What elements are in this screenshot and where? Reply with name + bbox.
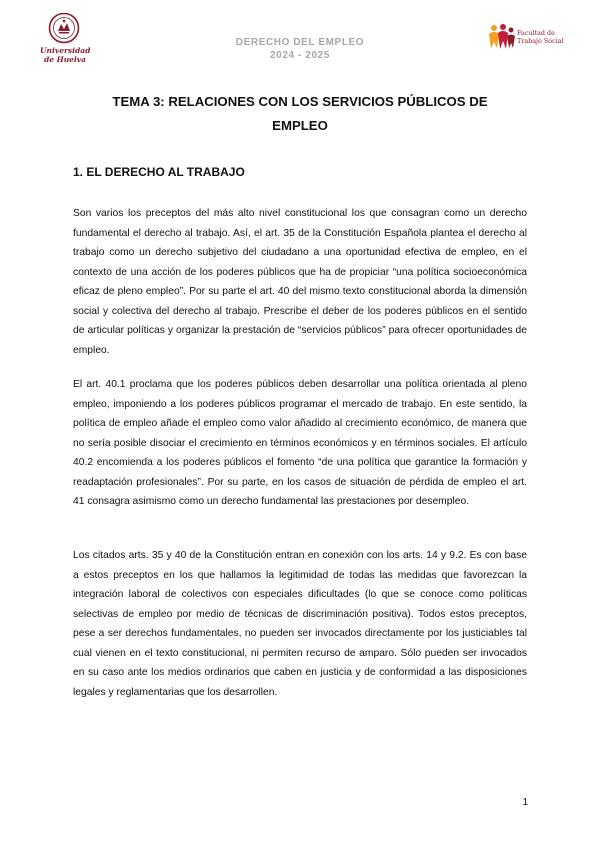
university-logo-line1: Universidad [40, 46, 91, 55]
course-name: DERECHO DEL EMPLEO [235, 37, 365, 48]
section-heading: 1. EL DERECHO AL TRABAJO [73, 165, 245, 179]
paragraph: Son varios los preceptos del más alto nivel constitucional los que consagran como un derecho fundamental el derecho al trabajo. Así, el art. 35 de la Constitución Española plantea el derecho al trabajo como un derecho subjetivo del ciudadano a una oportunidad efectiva de empleo, en el contexto de una acción de los poderes públicos que ha de propiciar “una política socioeconómica eficaz de pleno empleo”. Por su parte el art. 40 del mismo texto constitucional aborda la dimensión social y colectiva del derecho al trabajo. Prescribe el deber de los poderes públicos en el sentido de articular políticas y organizar la prestación de “servicios públicos” para ofrecer oportunidades de empleo. [73, 208, 527, 356]
university-logo-line2: de Huelva [43, 55, 86, 64]
people-figures-icon [486, 22, 516, 52]
faculty-logo-line1: Facultad de [517, 29, 555, 37]
paragraph: Los citados arts. 35 y 40 de la Constitución entran en conexión con los arts. 14 y 9.2. Es con base a estos preceptos en los que hallamos la legitimidad de todas las medidas que favorezcan la integración laboral de colectivos con especiales dificultades (lo que se conoce como políticas selectivas de empleo por medio de técnicas de discriminación positiva). Todos estos preceptos, pese a ser derechos fundamentales, no pueden ser invocados directamente por los justiciables tal cual vienen en el texto constitucional, ni permiten recurso de amparo. Sólo pueden ser invocados en su caso ante los medios ordinarios que caben en justicia y de conformidad a las disposiciones legales y reglamentarias que los desarrollen. [73, 550, 527, 698]
document-title-line1: TEMA 3: RELACIONES CON LOS SERVICIOS PÚBLICOS DE [112, 94, 488, 109]
faculty-logo-text [517, 29, 579, 45]
paragraph: El art. 40.1 proclama que los poderes públicos deben desarrollar una política orientada al pleno empleo, imponiendo a los poderes públicos programar el mercado de trabajo. En este sentido, la política de empleo añade el empleo como valor añadido al crecimiento económico, de manera que no sería posible disociar el crecimiento en términos económicos y en términos sociales. El artículo 40.2 encomienda a los poderes públicos el fomento “de una política que garantice la formación y readaptación profesionales”. Por su parte, en los casos de situación de pérdida de empleo el art. 41 consagra asimismo como un derecho fundamental las prestaciones por desempleo. [73, 379, 527, 507]
document-title [80, 90, 520, 138]
academic-year: 2024 - 2025 [270, 50, 330, 61]
page-number: 1 [522, 797, 528, 808]
document-title-line2: EMPLEO [272, 118, 328, 133]
faculty-logo-line2: Trabajo Social [517, 37, 564, 45]
faculty-logo [486, 22, 578, 54]
